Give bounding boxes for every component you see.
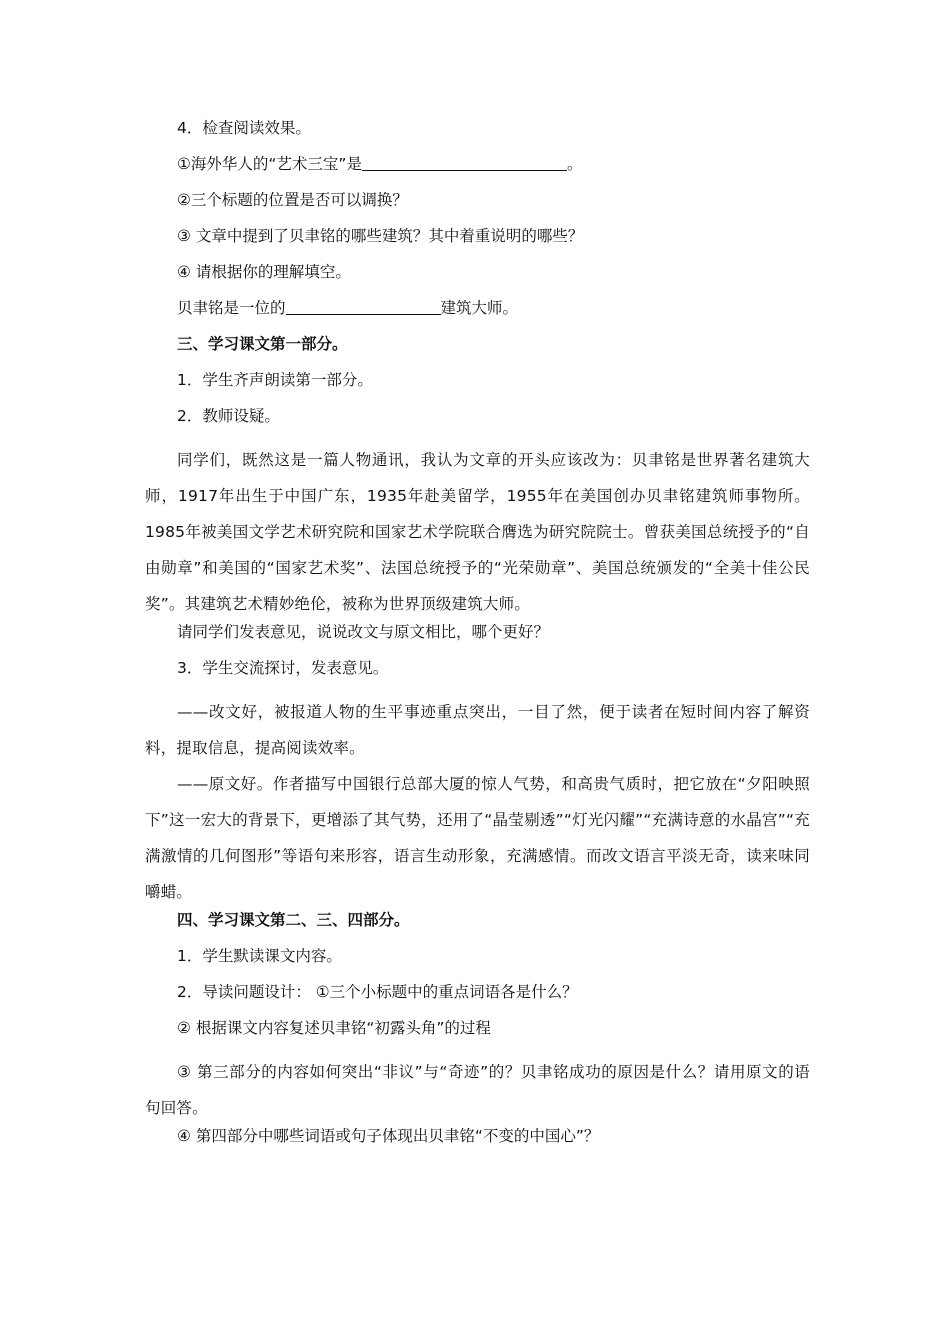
question-1-end: 。 (566, 155, 583, 173)
question-4: ④ 请根据你的理解填空。 (177, 263, 351, 281)
section-4-question-3: ③ 第三部分的内容如何突出“非议”与“奇迹”的？贝聿铭成功的原因是什么？请用原文的语句回答。 (145, 1063, 810, 1117)
section-4-question-2: ② 根据课文内容复述贝聿铭“初露头角”的过程 (177, 1019, 491, 1037)
fill-in-text: 贝聿铭是一位的 (177, 299, 286, 317)
opinion-2-paragraph: ——原文好。作者描写中国银行总部大厦的惊人气势，和高贵气质时，把它放在“夕阳映照下”这一宏大的背景下，更增添了其气势，还用了“晶莹剔透”“灯光闪耀”“充满诗意的水晶宫”“充满激情的几何图形”等语句来形容，语言生动形象，充满感情。而改文语言平淡无奇，读来味同嚼蜡。 (145, 775, 810, 901)
step-4-heading: 4．检查阅读效果。 (177, 119, 311, 137)
opinion-1-paragraph: ——改文好，被报道人物的生平事迹重点突出，一目了然，便于读者在短时间内容了解资料，提取信息，提高阅读效率。 (145, 703, 810, 757)
answer-blank-2 (286, 298, 441, 315)
section-4-step-2: 2．导读问题设计： ①三个小标题中的重点词语各是什么？ (177, 983, 578, 1001)
section-3-heading: 三、学习课文第一部分。 (177, 335, 348, 353)
section-3-step-2: 2．教师设疑。 (177, 407, 280, 425)
section-3-step-3: 3．学生交流探讨，发表意见。 (177, 659, 389, 677)
ask-students: 请同学们发表意见，说说改文与原文相比，哪个更好？ (177, 623, 550, 641)
fill-in-end: 建筑大师。 (440, 299, 519, 317)
section-4-heading: 四、学习课文第二、三、四部分。 (177, 911, 410, 929)
question-1 (145, 154, 810, 190)
fill-in-sentence (145, 298, 810, 334)
question-2: ②三个标题的位置是否可以调换？ (177, 191, 408, 209)
section-3-step-1: 1．学生齐声朗读第一部分。 (177, 371, 373, 389)
section-4-step-1: 1．学生默读课文内容。 (177, 947, 342, 965)
section-4-question-4: ④ 第四部分中哪些词语或句子体现出贝聿铭“不变的中国心”？ (177, 1127, 600, 1145)
answer-blank-1 (362, 154, 567, 171)
question-1-text: ①海外华人的“艺术三宝”是 (177, 155, 362, 173)
document-body (145, 118, 810, 1162)
teacher-question-paragraph: 同学们，既然这是一篇人物通讯，我认为文章的开头应该改为：贝聿铭是世界著名建筑大师，1917年出生于中国广东，1935年赴美留学，1955年在美国创办贝聿铭建筑师事物所。1985年被美国文学艺术研究院和国家艺术学院联合膺选为研究院院士。曾获美国总统授予的“自由勋章”和美国的“国家艺术奖”、法国总统授予的“光荣勋章”、美国总统颁发的“全美十佳公民奖”。其建筑艺术精妙绝伦，被称为世界顶级建筑大师。 (145, 451, 810, 613)
question-3: ③ 文章中提到了贝聿铭的哪些建筑？其中着重说明的哪些？ (177, 227, 584, 245)
